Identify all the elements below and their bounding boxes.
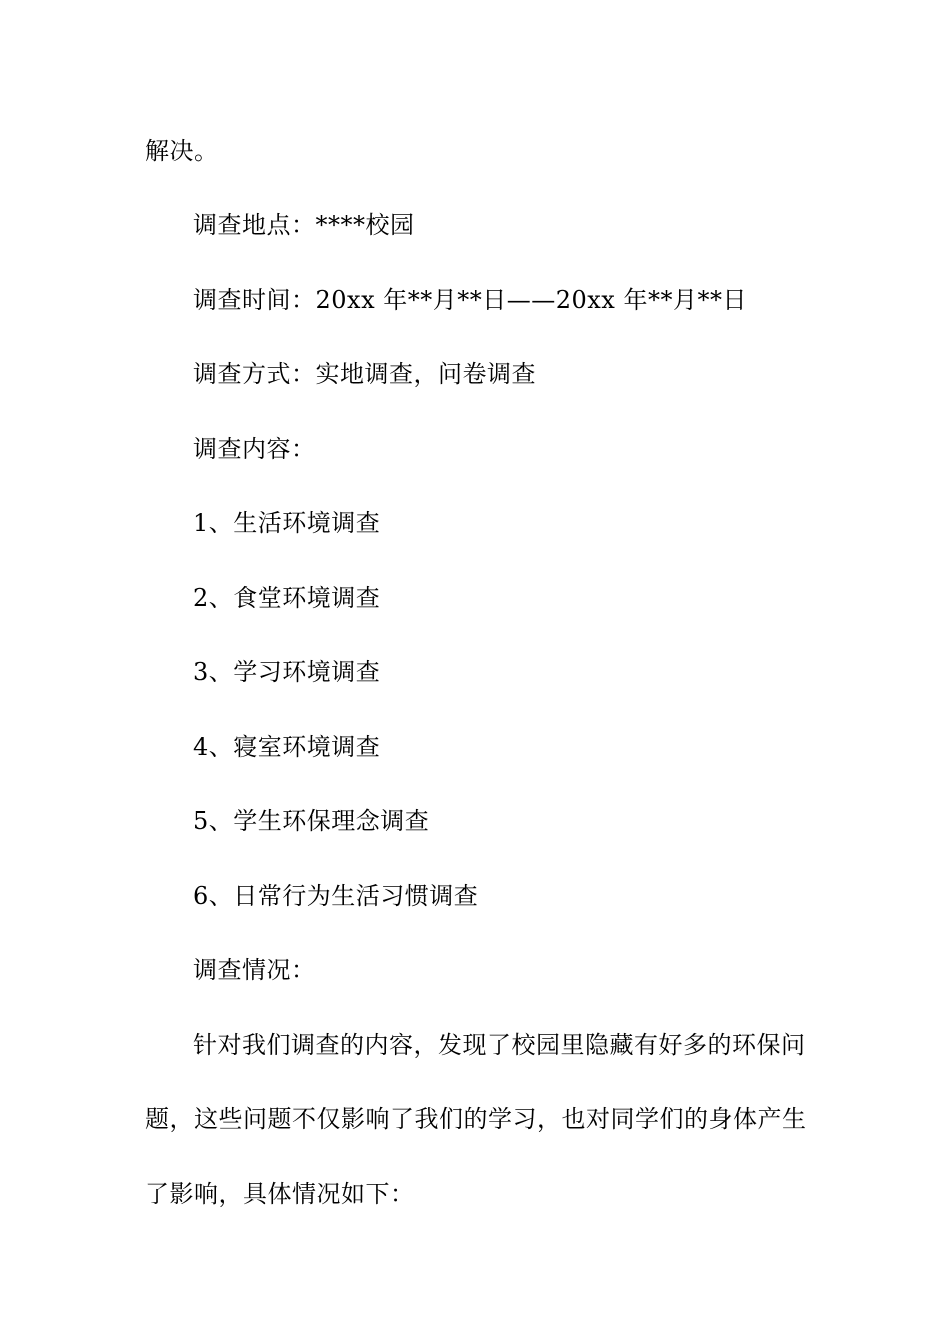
survey-location: 调查地点：****校园	[193, 211, 415, 239]
list-item: 2、食堂环境调查	[193, 584, 381, 612]
paragraph-line: 题，这些问题不仅影响了我们的学习，也对同学们的身体产生	[145, 1105, 807, 1133]
survey-method: 调查方式：实地调查，问卷调查	[193, 360, 536, 388]
survey-time: 调查时间：20xx 年**月**日——20xx 年**月**日	[193, 286, 747, 314]
paragraph-line: 针对我们调查的内容，发现了校园里隐藏有好多的环保问	[193, 1031, 806, 1059]
survey-situation-heading: 调查情况：	[193, 956, 316, 984]
list-item: 6、日常行为生活习惯调查	[193, 882, 479, 910]
list-item: 3、学习环境调查	[193, 658, 381, 686]
survey-content-heading: 调查内容：	[193, 435, 316, 463]
list-item: 5、学生环保理念调查	[193, 807, 430, 835]
list-item: 1、生活环境调查	[193, 509, 381, 537]
list-item: 4、寝室环境调查	[193, 733, 381, 761]
paragraph-continuation: 解决。	[145, 137, 219, 165]
paragraph-line: 了影响，具体情况如下：	[145, 1180, 415, 1208]
